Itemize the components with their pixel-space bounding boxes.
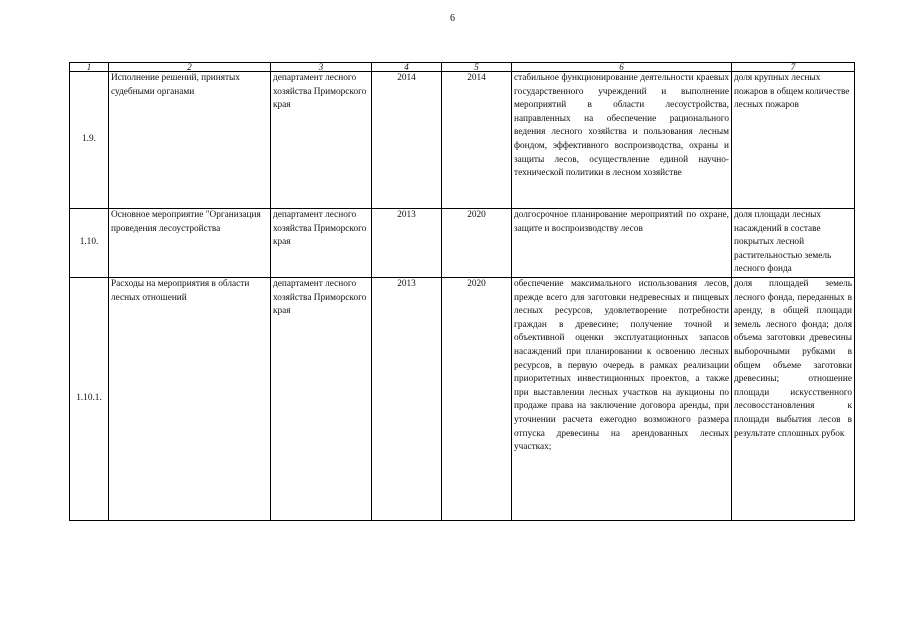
measure-name: Исполнение решений, принятых судебными органами	[109, 72, 271, 209]
indicator: доля площади лесных насаждений в составе покрытых лесной растительностью земель лесного фонда	[732, 209, 855, 278]
indicator: доля площадей земель лесного фонда, переданных в аренду, в общей площади земель лесного фонда; доля объема заготовки древесины выборочными рубками в общем объеме заготовки древесины; отношение площади искусственного лесовосстановления к площади выбытия лесов в результате сплошных рубок	[732, 278, 855, 521]
col-header-7: 7	[732, 63, 855, 72]
end-year: 2020	[442, 278, 512, 521]
col-header-1: 1	[70, 63, 109, 72]
start-year: 2013	[372, 278, 442, 521]
executor: департамент лесного хозяйства Приморского края	[271, 278, 372, 521]
end-year: 2014	[442, 72, 512, 209]
end-year: 2020	[442, 209, 512, 278]
measure-name: Основное мероприятие "Организация проведения лесоустройства	[109, 209, 271, 278]
row-number: 1.10.	[70, 209, 109, 278]
measure-name: Расходы на мероприятия в области лесных отношений	[109, 278, 271, 521]
page-number: 6	[450, 13, 455, 24]
expected-result: обеспечение максимального использования лесов, прежде всего для заготовки недревесных и пищевых лесных ресурсов, удовлетворение потребности граждан в древесине; получение точной и объективной оценки эксплуатационных запасов насаждений при планировании к освоению лесных ресурсов, в первую очередь в рамках реализации приоритетных инвестиционных проектов, а также при выставлении лесных участков на аукционы по продаже права на заключение договора аренды, при уточнении расчета ежегодно возможного размера отпуска древесины на арендованных лесных участках;	[512, 278, 732, 521]
row-number: 1.9.	[70, 72, 109, 209]
table-row	[70, 72, 855, 209]
col-header-2: 2	[109, 63, 271, 72]
row-number: 1.10.1.	[70, 278, 109, 521]
program-table	[69, 62, 855, 521]
col-header-3: 3	[271, 63, 372, 72]
indicator: доля крупных лесных пожаров в общем количестве лесных пожаров	[732, 72, 855, 209]
expected-result: долгосрочное планирование мероприятий по охране, защите и воспроизводству лесов	[512, 209, 732, 278]
executor: департамент лесного хозяйства Приморского края	[271, 209, 372, 278]
col-header-6: 6	[512, 63, 732, 72]
col-header-4: 4	[372, 63, 442, 72]
start-year: 2014	[372, 72, 442, 209]
col-header-5: 5	[442, 63, 512, 72]
table-row	[70, 278, 855, 521]
expected-result: стабильное функционирование деятельности краевых государственного учреждений и выполнение мероприятий в области лесоустройства, направленных на обеспечение рационального ведения лесного хозяйства и пользования лесным фондом, эффективного воспроизводства, охраны и защиты лесов, осуществление единой научно-технической политики в лесном хозяйстве	[512, 72, 732, 209]
header-row	[70, 63, 855, 72]
executor: департамент лесного хозяйства Приморского края	[271, 72, 372, 209]
start-year: 2013	[372, 209, 442, 278]
table-row	[70, 209, 855, 278]
